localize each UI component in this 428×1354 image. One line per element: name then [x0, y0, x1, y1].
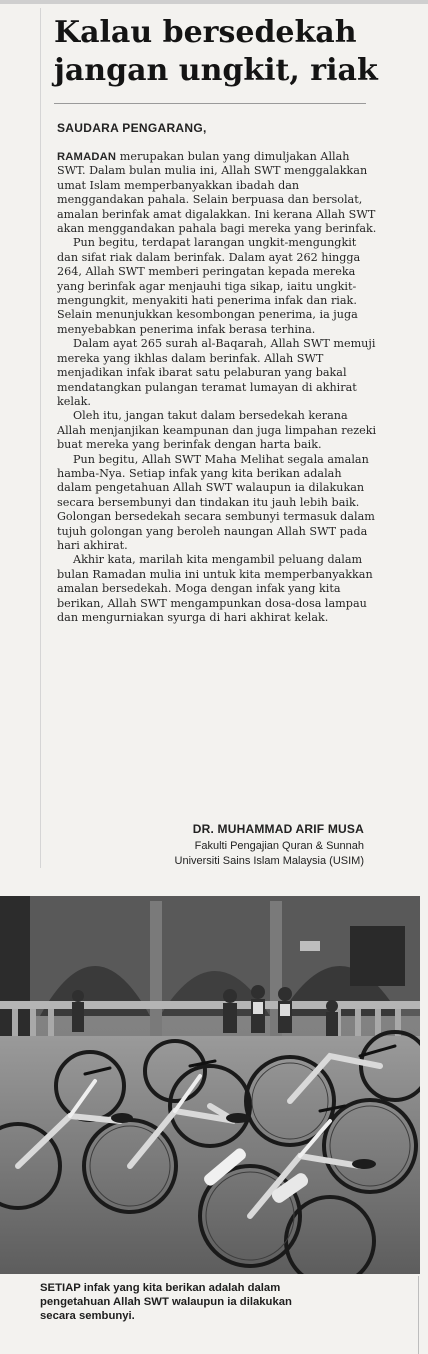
- column-divider: [40, 8, 41, 868]
- caption-rule: [418, 1276, 419, 1354]
- headline-line-2: jangan ungkit, riak: [54, 53, 378, 88]
- author-name: DR. MUHAMMAD ARIF MUSA: [192, 822, 364, 836]
- paragraph-2: Pun begitu, terdapat larangan ungkit-mengungkit dan sifat riak dalam berinfak. Dalam ayat 262 hingga 264, Allah SWT memberi peringatan kepada mereka yang berinfak agar menjauhi tiga sikap, iaitu ungkit-mengungkit, menyakiti hati penerima infak dan riak. Selain menunjukkan kesombongan penerima, ia juga menyebabkan penerima infak berasa terhina.: [57, 236, 361, 336]
- paragraph-1: [57, 150, 379, 236]
- caption-line-1: SETIAP infak yang kita berikan adalah dalam: [40, 1282, 281, 1294]
- caption-line-3: secara sembunyi.: [40, 1310, 135, 1322]
- paragraph-4: Oleh itu, jangan takut dalam bersedekah kerana Allah menjanjikan keampunan dan juga limpahan rezeki buat mereka yang berinfak dengan harta baik.: [57, 409, 377, 452]
- signature-block: [175, 822, 364, 869]
- salutation: SAUDARA PENGARANG,: [57, 121, 207, 135]
- author-university: Universiti Sains Islam Malaysia (USIM): [174, 855, 364, 867]
- headline: [54, 14, 384, 90]
- bicycles-illustration: [0, 896, 420, 1274]
- paragraph-6: Akhir kata, marilah kita mengambil peluang dalam bulan Ramadan mulia ini untuk kita memperbanyakkan amalan bersedekah. Moga dengan infak yang kita berikan, Allah SWT mengampunkan dosa-dosa lampau dan mengurniakan syurga di hari akhirat kelak.: [57, 553, 373, 624]
- paragraph-3: Dalam ayat 265 surah al-Baqarah, Allah SWT memuji mereka yang ikhlas dalam berinfak. Allah SWT menjadikan infak ibarat satu pelaburan yang bakal mendatangkan pulangan teramat lumayan di akhirat kelak.: [57, 337, 376, 408]
- paragraph-5: Pun begitu, Allah SWT Maha Melihat segala amalan hamba-Nya. Setiap infak yang kita berikan adalah dalam pengetahuan Allah SWT walaupun ia dilakukan secara bersembunyi dan tindakan itu jauh lebih baik. Golongan bersedekah secara sembunyi termasuk dalam tujuh golongan yang beroleh naungan Allah SWT pada hari akhirat.: [57, 452, 375, 552]
- lead-word: RAMADAN: [57, 151, 117, 163]
- photo-caption: [40, 1281, 400, 1323]
- headline-divider: [54, 103, 366, 104]
- article-body: [57, 150, 379, 625]
- caption-line-2: pengetahuan Allah SWT walaupun ia dilakukan: [40, 1296, 292, 1308]
- top-rule: [0, 0, 428, 4]
- headline-line-1: Kalau bersedekah: [54, 15, 357, 50]
- bicycles-photo: [0, 896, 420, 1274]
- paragraph-1-text: merupakan bulan yang dimuljakan Allah SWT. Dalam bulan mulia ini, Allah SWT menggalakkan umat Islam memperbanyakkan ibadah dan menggandakan pahala. Selain berpuasa dan bersolat, amalan berinfak amat digalakkan. Ini kerana Allah SWT akan menggandakan pahala bagi mereka yang berinfak.: [57, 150, 377, 236]
- author-faculty: Fakulti Pengajian Quran & Sunnah: [194, 840, 364, 852]
